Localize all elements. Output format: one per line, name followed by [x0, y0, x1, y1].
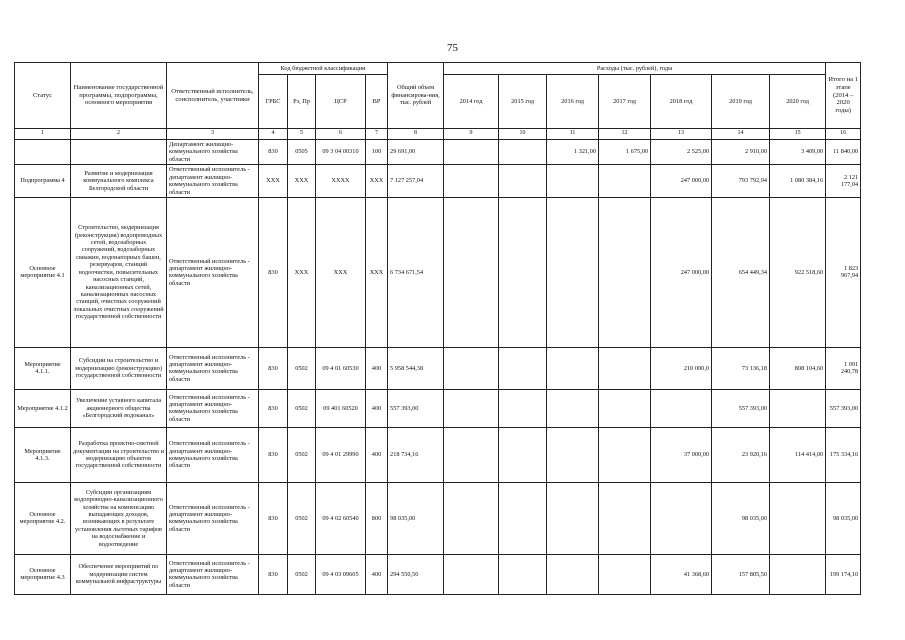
row-vr: ХХХ — [366, 197, 388, 347]
row-status: Подпрограмма 4 — [15, 165, 71, 198]
row-grbs: 830 — [259, 389, 288, 427]
column-number: 13 — [651, 129, 712, 140]
row-itogo: 1 823 967,94 — [826, 197, 861, 347]
row-responsible: Ответственный исполнитель - департамент жилищно-коммунального хозяйства области — [167, 347, 259, 389]
header-vr: ВР — [366, 75, 388, 129]
row-rz-pr: 0502 — [288, 347, 316, 389]
table-row — [15, 482, 861, 554]
row-year-2019: 2 910,00 — [712, 140, 770, 165]
table-row — [15, 165, 861, 198]
row-responsible: Ответственный исполнитель - департамент жилищно-коммунального хозяйства области — [167, 482, 259, 554]
column-number: 6 — [316, 129, 366, 140]
row-total: 294 550,50 — [388, 554, 444, 594]
row-vr: 400 — [366, 389, 388, 427]
row-csr: 09 4 01 29990 — [316, 427, 366, 482]
row-year-2016 — [547, 554, 599, 594]
row-grbs: ХХХ — [259, 165, 288, 198]
row-status: Основное мероприятие 4.1 — [15, 197, 71, 347]
row-year-2014 — [444, 347, 499, 389]
row-csr: 09 4 02 60540 — [316, 482, 366, 554]
row-year-2014 — [444, 197, 499, 347]
row-vr: 800 — [366, 482, 388, 554]
row-name: Строительство, модернизация (реконструкция) водопроводных сетей, водозаборных сооружений, водозаборных скважин, водонапорных башен, резервуаров, станций водоочистки, повысительных насосных станций, канализационных сетей, канализационных насосных станций, очистных сооружений локальных очистных сооружений государственной собственности — [71, 197, 167, 347]
column-number: 9 — [444, 129, 499, 140]
row-vr: 400 — [366, 554, 388, 594]
row-csr: 09 401 60520 — [316, 389, 366, 427]
row-year-2017: 1 675,00 — [599, 140, 651, 165]
row-rz-pr: 0502 — [288, 389, 316, 427]
row-status: Мероприятие 4.1.3. — [15, 427, 71, 482]
table-row — [15, 389, 861, 427]
row-grbs: 830 — [259, 427, 288, 482]
header-status: Статус — [15, 63, 71, 129]
row-year-2020 — [770, 554, 826, 594]
row-year-2017 — [599, 165, 651, 198]
row-year-2015 — [499, 554, 547, 594]
header-total: Общий объем финансирова-ния, тыс. рублей — [388, 63, 444, 129]
row-total: 29 691,00 — [388, 140, 444, 165]
row-year-2020: 922 518,60 — [770, 197, 826, 347]
row-year-2015 — [499, 389, 547, 427]
row-vr: ХХХ — [366, 165, 388, 198]
row-year-2018: 41 368,60 — [651, 554, 712, 594]
row-responsible: Ответственный исполнитель - департамент жилищно-коммунального хозяйства области — [167, 165, 259, 198]
header-name: Наименование государственной программы, подпрограммы, основного мероприятия — [71, 63, 167, 129]
row-year-2020: 3 409,00 — [770, 140, 826, 165]
header-year: 2016 год — [547, 75, 599, 129]
row-total: 6 734 671,54 — [388, 197, 444, 347]
row-year-2019: 654 449,34 — [712, 197, 770, 347]
column-number: 8 — [388, 129, 444, 140]
row-name: Увеличение уставного капитала акционерного общества «Белгородский водоканал» — [71, 389, 167, 427]
row-year-2018: 247 000,00 — [651, 197, 712, 347]
row-rz-pr: 0502 — [288, 554, 316, 594]
column-number: 2 — [71, 129, 167, 140]
row-grbs: 830 — [259, 347, 288, 389]
row-grbs: 830 — [259, 197, 288, 347]
row-year-2020: 808 104,60 — [770, 347, 826, 389]
row-year-2016 — [547, 389, 599, 427]
table-row — [15, 140, 861, 165]
row-year-2019: 73 136,18 — [712, 347, 770, 389]
row-total: 7 127 257,04 — [388, 165, 444, 198]
row-vr: 100 — [366, 140, 388, 165]
row-year-2019: 557 393,00 — [712, 389, 770, 427]
row-total: 218 734,16 — [388, 427, 444, 482]
row-rz-pr: ХХХ — [288, 197, 316, 347]
row-itogo: 1 091 240,78 — [826, 347, 861, 389]
table-row — [15, 554, 861, 594]
row-name — [71, 140, 167, 165]
row-csr: ХХХХ — [316, 165, 366, 198]
row-year-2015 — [499, 482, 547, 554]
row-itogo: 175 334,16 — [826, 427, 861, 482]
row-responsible: Ответственный исполнитель - департамент жилищно-коммунального хозяйства области — [167, 554, 259, 594]
row-year-2019: 793 792,94 — [712, 165, 770, 198]
header-year: 2015 год — [499, 75, 547, 129]
row-status — [15, 140, 71, 165]
row-grbs: 830 — [259, 554, 288, 594]
header-year: 2014 год — [444, 75, 499, 129]
row-grbs: 830 — [259, 140, 288, 165]
column-number: 5 — [288, 129, 316, 140]
column-number: 14 — [712, 129, 770, 140]
row-year-2017 — [599, 347, 651, 389]
row-csr: ХХХ — [316, 197, 366, 347]
column-number: 10 — [499, 129, 547, 140]
row-csr: 09 4 03 09605 — [316, 554, 366, 594]
header-grbs: ГРБС — [259, 75, 288, 129]
table-row — [15, 347, 861, 389]
row-year-2015 — [499, 140, 547, 165]
row-year-2019: 157 805,50 — [712, 554, 770, 594]
row-year-2016 — [547, 427, 599, 482]
row-year-2020 — [770, 482, 826, 554]
row-vr: 400 — [366, 347, 388, 389]
row-status: Мероприятие 4.1.1. — [15, 347, 71, 389]
row-year-2014 — [444, 482, 499, 554]
row-year-2015 — [499, 197, 547, 347]
row-year-2014 — [444, 165, 499, 198]
header-year: 2018 год — [651, 75, 712, 129]
row-vr: 400 — [366, 427, 388, 482]
column-number: 15 — [770, 129, 826, 140]
row-responsible: Ответственный исполнитель - департамент жилищно-коммунального хозяйства области — [167, 427, 259, 482]
column-number: 16 — [826, 129, 861, 140]
budget-table — [14, 62, 861, 595]
row-rz-pr: ХХХ — [288, 165, 316, 198]
row-status: Мероприятие 4.1.2 — [15, 389, 71, 427]
row-year-2014 — [444, 554, 499, 594]
row-rz-pr: 0502 — [288, 427, 316, 482]
column-number: 4 — [259, 129, 288, 140]
row-year-2018: 37 000,00 — [651, 427, 712, 482]
column-number: 11 — [547, 129, 599, 140]
row-year-2014 — [444, 389, 499, 427]
row-year-2017 — [599, 427, 651, 482]
row-name: Разработка проектно-сметной документации на строительство и модернизацию объектов государственной собственности — [71, 427, 167, 482]
row-year-2019: 98 035,00 — [712, 482, 770, 554]
row-year-2018 — [651, 482, 712, 554]
row-year-2015 — [499, 427, 547, 482]
row-year-2015 — [499, 347, 547, 389]
row-responsible: Ответственный исполнитель - департамент жилищно-коммунального хозяйства области — [167, 197, 259, 347]
row-total: 5 958 544,38 — [388, 347, 444, 389]
row-year-2015 — [499, 165, 547, 198]
table-row — [15, 427, 861, 482]
row-year-2016 — [547, 347, 599, 389]
header-itogo: Итого на 1 этапе (2014 – 2020 годы) — [826, 63, 861, 129]
row-csr: 09 4 01 60530 — [316, 347, 366, 389]
page-number: 75 — [447, 42, 458, 54]
row-name: Субсидии на строительство и модернизацию (реконструкцию) государственной собственности — [71, 347, 167, 389]
row-year-2017 — [599, 482, 651, 554]
row-year-2017 — [599, 554, 651, 594]
table-row — [15, 197, 861, 347]
row-year-2014 — [444, 427, 499, 482]
row-status: Основное мероприятие 4.3 — [15, 554, 71, 594]
row-itogo: 98 035,00 — [826, 482, 861, 554]
row-total: 557 393,00 — [388, 389, 444, 427]
row-year-2020 — [770, 389, 826, 427]
header-year: 2019 год — [712, 75, 770, 129]
row-itogo: 199 174,10 — [826, 554, 861, 594]
row-year-2018: 247 000,00 — [651, 165, 712, 198]
column-number: 12 — [599, 129, 651, 140]
row-year-2020: 1 080 384,16 — [770, 165, 826, 198]
column-number: 1 — [15, 129, 71, 140]
row-itogo: 557 393,00 — [826, 389, 861, 427]
row-year-2017 — [599, 197, 651, 347]
row-year-2016: 1 321,00 — [547, 140, 599, 165]
row-name: Обеспечение мероприятий по модернизации систем коммунальной инфраструктуры — [71, 554, 167, 594]
column-number-row — [15, 129, 861, 140]
row-year-2018: 210 000,0 — [651, 347, 712, 389]
row-year-2017 — [599, 389, 651, 427]
row-responsible: Ответственный исполнитель - департамент жилищно-коммунального хозяйства области — [167, 389, 259, 427]
row-year-2014 — [444, 140, 499, 165]
header-responsible: Ответственный исполнитель, соисполнитель, участники — [167, 63, 259, 129]
row-year-2018 — [651, 389, 712, 427]
row-status: Основное мероприятие 4.2. — [15, 482, 71, 554]
row-itogo: 2 121 177,04 — [826, 165, 861, 198]
column-number: 3 — [167, 129, 259, 140]
header-csr: ЦСР — [316, 75, 366, 129]
row-year-2018: 2 525,00 — [651, 140, 712, 165]
header-rz-pr: Рз, Пр — [288, 75, 316, 129]
row-rz-pr: 0502 — [288, 482, 316, 554]
column-number: 7 — [366, 129, 388, 140]
row-rz-pr: 0505 — [288, 140, 316, 165]
row-itogo: 11 840,00 — [826, 140, 861, 165]
row-year-2016 — [547, 165, 599, 198]
row-name: Развитие и модернизация коммунального комплекса Белгородской области — [71, 165, 167, 198]
row-grbs: 830 — [259, 482, 288, 554]
row-name: Субсидии организациям водопроводно-канализационного хозяйства на компенсацию выпадающих доходов, возникающих в результате установления льготных тарифов на водоснабжение и водоотведение — [71, 482, 167, 554]
header-year: 2017 год — [599, 75, 651, 129]
row-year-2019: 23 920,16 — [712, 427, 770, 482]
row-responsible: Департамент жилищно-коммунального хозяйства области — [167, 140, 259, 165]
row-year-2016 — [547, 482, 599, 554]
header-expenses: Расходы (тыс. рублей), годы — [444, 63, 826, 75]
row-csr: 09 3 04 00310 — [316, 140, 366, 165]
row-year-2020: 114 414,00 — [770, 427, 826, 482]
header-budget-code: Код бюджетной классификации — [259, 63, 388, 75]
row-total: 98 035,00 — [388, 482, 444, 554]
row-year-2016 — [547, 197, 599, 347]
header-year: 2020 год — [770, 75, 826, 129]
